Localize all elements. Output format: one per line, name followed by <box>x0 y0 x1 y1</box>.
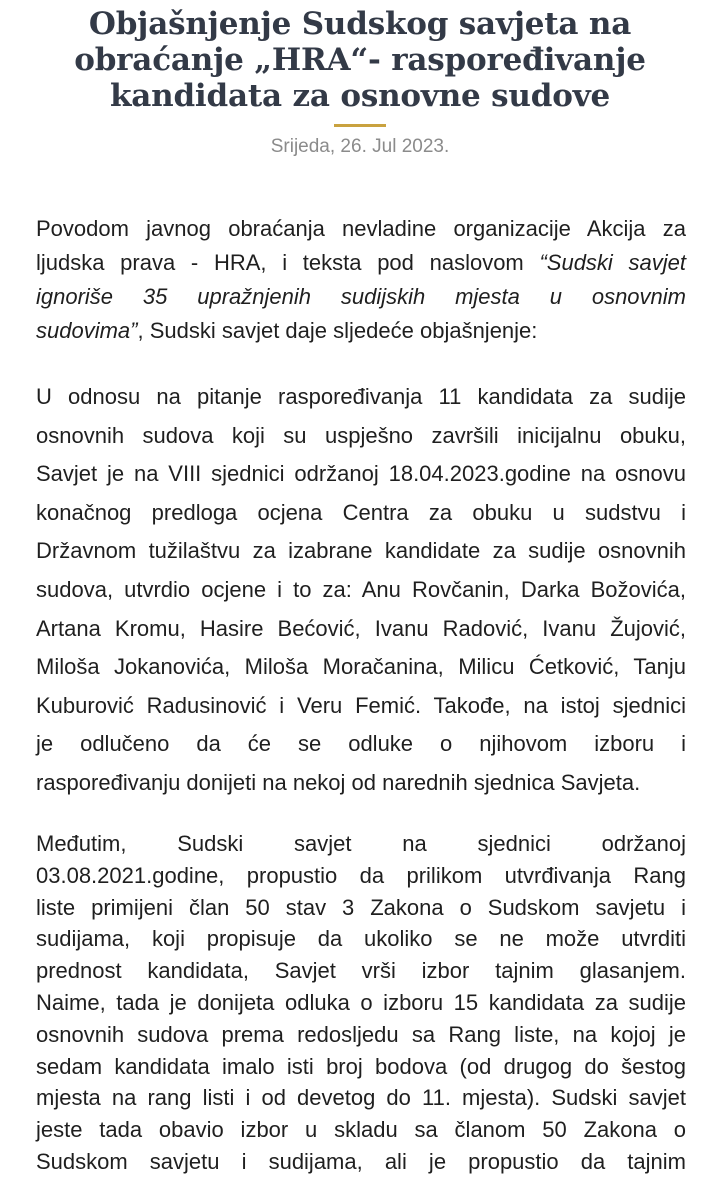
paragraph-line: Miloša Jokanovića, Miloša Moračanina, Milicu Ćetković, Tanju <box>36 654 686 680</box>
article-paragraph-2 <box>36 378 686 803</box>
paragraph-line: Povodom javnog obraćanja nevladine organizacije Akcija za <box>36 216 686 241</box>
paragraph-text: , Sudski savjet daje sljedeće objašnjenje: <box>137 318 538 343</box>
paragraph-line: 03.08.2021.godine, propustio da prilikom utvrđivanja Rang <box>36 862 686 888</box>
paragraph-line: jeste tada obavio izbor u skladu sa članom 50 Zakona o <box>36 1117 686 1143</box>
article-paragraph-3 <box>36 828 686 1178</box>
paragraph-line: Međutim, Sudski savjet na sjednici održanoj <box>36 831 686 856</box>
paragraph-line: Savjet je na VIII sjednici održanoj 18.04.2023.godine na osnovu <box>36 461 686 487</box>
paragraph-line: Artana Kromu, Hasire Bećović, Ivanu Radović, Ivanu Žujović, <box>36 615 686 641</box>
paragraph-line: liste primijeni član 50 stav 3 Zakona o Sudskom savjetu i <box>36 894 686 920</box>
quoted-headline: sudovima” <box>36 318 138 343</box>
article-title-line: obraćanje „HRA“- raspoređivanje <box>74 42 646 78</box>
paragraph-line: Kuburović Radusinović i Veru Femić. Takođe, na istoj sjednici <box>36 692 686 718</box>
paragraph-line: sudijama, koji propisuje da ukoliko se ne može utvrditi <box>36 926 686 952</box>
paragraph-line: raspoređivanju donijeti na nekoj od narednih sjednica Savjeta. <box>36 769 641 795</box>
paragraph-line <box>36 280 686 314</box>
article-title <box>0 6 720 114</box>
paragraph-line: prednost kandidata, Savjet vrši izbor tajnim glasanjem. <box>36 958 686 984</box>
quoted-headline: “Sudski savjet <box>539 250 686 275</box>
paragraph-line: U odnosu na pitanje raspoređivanja 11 kandidata za sudije <box>36 384 686 409</box>
paragraph-line: Sudskom savjetu i sudijama, ali je propustio da tajnim <box>36 1148 686 1174</box>
article-paragraph-1 <box>36 212 686 348</box>
paragraph-line: je odlučeno da će se odluke o njihovom izboru i <box>36 731 686 757</box>
paragraph-line: konačnog predloga ocjena Centra za obuku u sudstvu i <box>36 499 686 525</box>
paragraph-line: sudova, utvrdio ocjene i to za: Anu Rovčanin, Darka Božovića, <box>36 576 686 602</box>
paragraph-line: Naime, tada je donijeta odluka o izboru 15 kandidata za sudije <box>36 989 686 1015</box>
paragraph-line: Državnom tužilaštvu za izabrane kandidate za sudije osnovnih <box>36 538 686 564</box>
paragraph-line <box>36 246 686 280</box>
article <box>0 0 720 158</box>
title-divider <box>334 124 386 127</box>
article-date: Srijeda, 26. Jul 2023. <box>270 136 450 157</box>
quoted-headline: ignoriše 35 upražnjenih sudijskih mjesta u osnovnim <box>36 284 686 309</box>
paragraph-line: sedam kandidata imalo isti broj bodova (od drugog do šestog <box>36 1053 686 1079</box>
paragraph-line: osnovnih sudova koji su uspješno završili inicijalnu obuku, <box>36 422 686 448</box>
paragraph-text: ljudska prava - HRA, i teksta pod naslovom <box>36 250 540 275</box>
paragraph-line <box>36 314 686 348</box>
article-title-line: Objašnjenje Sudskog savjeta na <box>88 6 632 42</box>
paragraph-line: mjesta na rang listi i od devetog do 11. mjesta). Sudski savjet <box>36 1085 686 1111</box>
paragraph-line: osnovnih sudova prema redosljedu sa Rang liste, na kojoj je <box>36 1021 686 1047</box>
article-title-line: kandidata za osnovne sudove <box>109 78 611 114</box>
